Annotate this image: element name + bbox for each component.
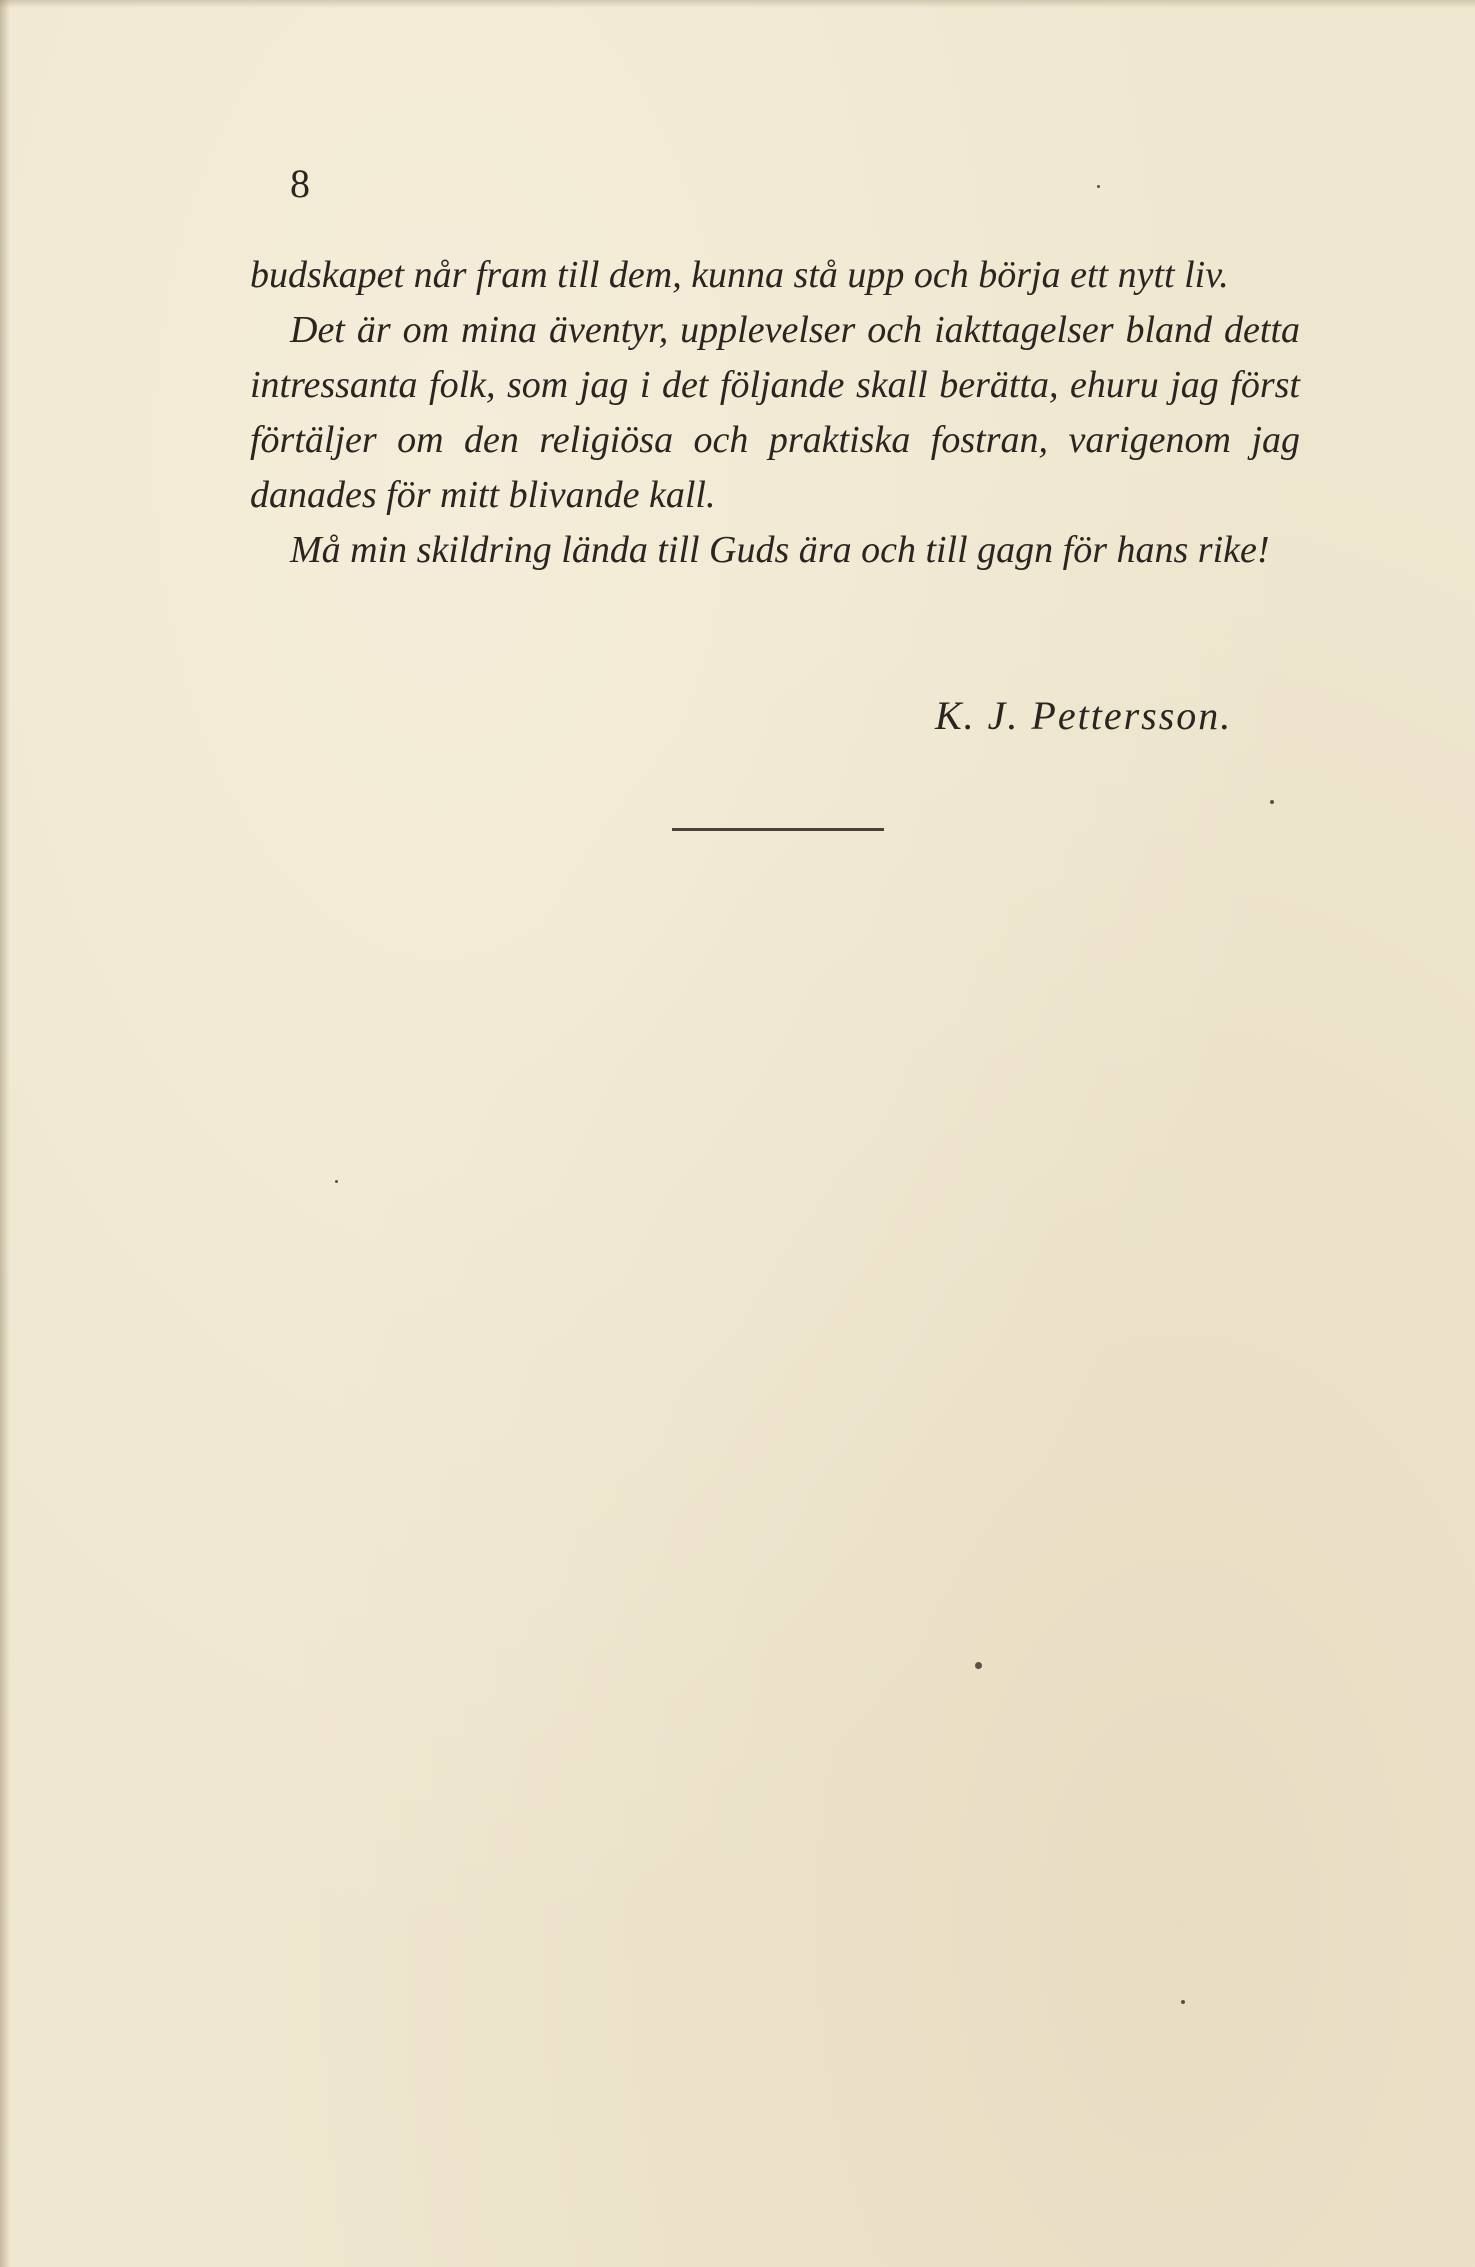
paper-speck [1097, 185, 1100, 188]
page-number: 8 [290, 161, 310, 206]
paper-speck [975, 1662, 982, 1669]
paper-speck [1181, 2000, 1185, 2004]
paragraph-3: Må min skildring lända till Guds ära och till gagn för hans rike! [290, 529, 1270, 571]
section-divider [672, 828, 884, 831]
author-signature: K. J. Pettersson. [935, 693, 1233, 738]
page-edge-shadow [0, 0, 10, 2267]
page-top-shadow [0, 0, 1475, 8]
body-text [250, 248, 1300, 578]
paragraph-1: budskapet når fram till dem, kunna stå upp och börja ett nytt liv. [250, 254, 1229, 296]
paper-speck [335, 1180, 338, 1183]
paper-speck [1270, 800, 1274, 804]
paragraph-2: Det är om mina äventyr, upplevelser och iakttagelser bland detta intressanta folk, som jag i det följande skall berätta, ehuru jag först förtäljer om den religiösa och praktiska fostran, varigenom jag danades för mitt blivande kall. [250, 309, 1300, 516]
